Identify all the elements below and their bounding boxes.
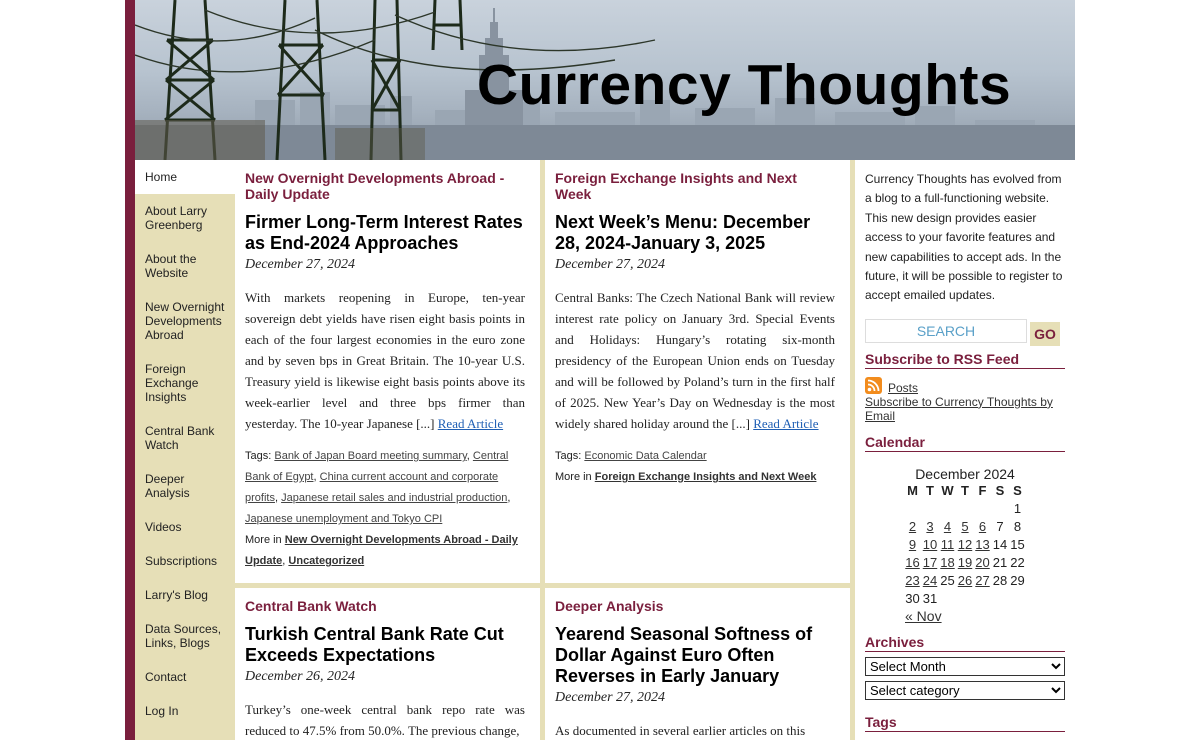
rss-feed-icon-graphic bbox=[865, 377, 882, 394]
tags-widget-title: Tags bbox=[865, 714, 1065, 732]
tags-label: Tags: bbox=[555, 450, 582, 462]
more-category-link[interactable]: Foreign Exchange Insights and Next Week bbox=[594, 471, 817, 483]
more-category-link[interactable]: Uncategorized bbox=[288, 555, 365, 567]
nav-item-log-in[interactable]: Log In bbox=[145, 704, 179, 718]
nav-item-about-website[interactable]: About the Website bbox=[145, 252, 197, 280]
site-header bbox=[135, 0, 1075, 160]
read-article-link[interactable]: Read Article bbox=[437, 416, 504, 431]
article-excerpt bbox=[555, 287, 835, 434]
search-form bbox=[865, 319, 1065, 345]
article-more-in: More in New Overnight Developments Abroad - Daily Update, Uncategorized bbox=[245, 534, 518, 567]
calendar-day: 8 bbox=[1013, 519, 1022, 535]
calendar-day bbox=[921, 518, 939, 536]
calendar-empty-cell bbox=[939, 590, 957, 608]
weekday-header: S bbox=[995, 483, 1005, 499]
calendar-empty-cell bbox=[921, 500, 939, 518]
calendar-day-link[interactable]: 20 bbox=[975, 555, 990, 571]
calendar-day bbox=[974, 554, 992, 572]
article-card bbox=[235, 588, 540, 740]
calendar-day bbox=[904, 518, 922, 536]
calendar-day bbox=[939, 518, 957, 536]
rss-widget bbox=[865, 377, 1065, 423]
calendar-day-link[interactable]: 23 bbox=[905, 573, 920, 589]
calendar-table bbox=[904, 482, 1027, 608]
calendar-day: 30 bbox=[905, 591, 920, 607]
calendar-day bbox=[974, 572, 992, 590]
calendar-day-link[interactable]: 3 bbox=[926, 519, 934, 535]
article-card bbox=[545, 160, 850, 583]
tags-label: Tags: bbox=[245, 450, 272, 462]
weekday-header: M bbox=[907, 483, 918, 499]
calendar-empty-cell bbox=[991, 590, 1009, 608]
calendar-day bbox=[956, 536, 974, 554]
article-title[interactable]: Next Week’s Menu: December 28, 2024-January 3, 2025 bbox=[555, 212, 811, 253]
calendar-month: December 2024 bbox=[915, 465, 1015, 482]
article-category[interactable]: Deeper Analysis bbox=[555, 598, 664, 614]
rss-feed-icon[interactable] bbox=[865, 377, 882, 394]
calendar-day-link[interactable]: 27 bbox=[975, 573, 990, 589]
calendar-empty-cell bbox=[956, 590, 974, 608]
archives-month-select[interactable] bbox=[865, 657, 1065, 676]
article-title[interactable]: Firmer Long-Term Interest Rates as End-2024 Approaches bbox=[245, 212, 523, 253]
calendar-prev-link[interactable]: « Nov bbox=[905, 607, 942, 624]
calendar-week-row bbox=[904, 500, 1027, 518]
main-nav bbox=[135, 160, 235, 740]
calendar-day-link[interactable]: 2 bbox=[908, 519, 917, 535]
nav-item-central-bank-watch[interactable]: Central Bank Watch bbox=[145, 424, 215, 452]
search-go-button[interactable]: GO bbox=[1030, 322, 1060, 346]
nav-item-overnight-developments[interactable]: New Overnight Developments Abroad bbox=[145, 300, 225, 342]
calendar-day bbox=[939, 536, 957, 554]
article-title[interactable]: Turkish Central Bank Rate Cut Exceeds Expectations bbox=[245, 624, 504, 665]
calendar-day: 31 bbox=[922, 591, 938, 607]
category-select-row bbox=[865, 681, 1065, 700]
article-excerpt-text: With markets reopening in Europe, ten-year sovereign debt yields have risen eight basis points in each of the four largest economies in the euro zone and by seven bps in Great Britain. The 10-year U.S. Treasury yield is likewise eight basis points above its week-earlier level and three bps firmer than yesterday. The 10-year Japanese [...] bbox=[245, 290, 525, 431]
article-card bbox=[235, 160, 540, 583]
calendar-day-link[interactable]: 18 bbox=[940, 555, 955, 571]
rss-posts-row bbox=[865, 377, 1065, 395]
nav-item-larrys-blog[interactable]: Larry's Blog bbox=[145, 588, 208, 602]
calendar-day bbox=[939, 554, 957, 572]
left-accent-bar bbox=[125, 0, 135, 740]
calendar-day-link[interactable]: 16 bbox=[905, 555, 920, 571]
calendar-day-link[interactable]: 26 bbox=[957, 573, 973, 589]
calendar-widget-title: Calendar bbox=[865, 434, 1065, 452]
article-title[interactable]: Yearend Seasonal Softness of Dollar Against Euro Often Reverses in Early January bbox=[555, 624, 813, 686]
calendar-day bbox=[956, 554, 974, 572]
article-date: December 27, 2024 bbox=[245, 257, 356, 272]
calendar-day: 25 bbox=[940, 573, 955, 589]
calendar-day-link[interactable]: 13 bbox=[975, 537, 990, 553]
calendar-day-link[interactable]: 5 bbox=[961, 519, 969, 535]
archives-select-row bbox=[865, 657, 1065, 676]
site-title[interactable]: Currency Thoughts bbox=[477, 53, 1012, 117]
calendar-week-row bbox=[904, 590, 1027, 608]
search-input[interactable]: SEARCH bbox=[865, 319, 1027, 343]
calendar-day bbox=[904, 536, 922, 554]
calendar-day: 1 bbox=[1013, 501, 1022, 517]
calendar-week-row bbox=[904, 518, 1027, 536]
article-category[interactable]: Central Bank Watch bbox=[245, 598, 377, 614]
calendar-empty-cell bbox=[974, 500, 992, 518]
calendar-day-link[interactable]: 10 bbox=[922, 537, 938, 553]
calendar-day bbox=[904, 572, 922, 590]
calendar-widget bbox=[865, 466, 1065, 624]
calendar-empty-cell bbox=[1009, 590, 1027, 608]
weekday-header: F bbox=[978, 483, 987, 499]
article-card bbox=[545, 588, 850, 740]
article-date: December 27, 2024 bbox=[555, 690, 666, 705]
about-text: Currency Thoughts has evolved from a blog to a full-functioning website. This new design provides easier access to your favorite features and new capabilities to accept ads. In the future, it will be possible to register to accept emailed updates. bbox=[865, 172, 1063, 303]
article-excerpt bbox=[245, 287, 525, 434]
calendar-empty-cell bbox=[904, 500, 922, 518]
weekday-header: T bbox=[926, 483, 934, 499]
weekday-header: T bbox=[961, 483, 969, 499]
weekday-header: S bbox=[1013, 483, 1022, 499]
calendar-prev-row bbox=[865, 608, 1065, 624]
nav-item-videos[interactable]: Videos bbox=[145, 520, 182, 534]
calendar-day bbox=[904, 554, 922, 572]
tag-link[interactable]: Economic Data Calendar bbox=[584, 450, 707, 462]
calendar-day bbox=[974, 518, 992, 536]
nav-item-subscriptions[interactable]: Subscriptions bbox=[145, 554, 218, 568]
more-label: More in bbox=[245, 534, 282, 546]
tag-link[interactable]: Japanese retail sales and industrial production bbox=[281, 492, 508, 504]
calendar-day-link[interactable]: 4 bbox=[943, 519, 952, 535]
archives-widget-title: Archives bbox=[865, 634, 1065, 652]
more-category-link[interactable]: New Overnight Developments Abroad - Daily Update bbox=[245, 534, 518, 567]
article-tags bbox=[555, 446, 835, 467]
calendar-day-link[interactable]: 17 bbox=[922, 555, 938, 571]
calendar-day bbox=[956, 572, 974, 590]
nav-item-home[interactable]: Home bbox=[135, 160, 235, 194]
calendar-day-link[interactable]: 19 bbox=[957, 555, 973, 571]
calendar-empty-cell bbox=[974, 590, 992, 608]
calendar-day bbox=[921, 572, 939, 590]
article-excerpt-text: Central Banks: The Czech National Bank will review interest rate policy on January 3rd. Special Events and Holidays: Hungary’s rotating six-month presidency of the European Union ends on Tuesday and will be followed by Poland’s turn in the first half of 2025. New Year’s Day on Wednesday is the most widely shared holiday around the [...] bbox=[555, 290, 835, 431]
rss-widget-title: Subscribe to RSS Feed bbox=[865, 351, 1065, 369]
calendar-day bbox=[956, 518, 974, 536]
weekday-header: W bbox=[941, 483, 954, 499]
nav-item-about-larry[interactable]: About Larry Greenberg bbox=[145, 204, 208, 232]
nav-item-contact[interactable]: Contact bbox=[145, 670, 187, 684]
calendar-week-row bbox=[904, 536, 1027, 554]
tag-link[interactable]: Bank of Japan Board meeting summary bbox=[274, 450, 467, 462]
more-label: More in bbox=[555, 471, 592, 483]
calendar-day-link[interactable]: 9 bbox=[908, 537, 917, 553]
calendar-day-link[interactable]: 12 bbox=[957, 537, 973, 553]
tag-link[interactable]: China current account and corporate profits bbox=[245, 471, 499, 504]
nav-item-data-sources[interactable]: Data Sources, Links, Blogs bbox=[145, 622, 222, 650]
article-more-in bbox=[555, 467, 835, 488]
read-article-link[interactable]: Read Article bbox=[753, 416, 819, 431]
calendar-day: 28 bbox=[992, 573, 1008, 589]
sidebar bbox=[855, 160, 1075, 740]
tag-link[interactable]: Japanese unemployment and Tokyo CPI bbox=[245, 513, 443, 525]
calendar-day-link[interactable]: 11 bbox=[940, 537, 955, 553]
calendar-day: 21 bbox=[992, 555, 1008, 571]
calendar-empty-cell bbox=[956, 500, 974, 518]
calendar-day: 29 bbox=[1010, 573, 1025, 589]
article-category[interactable]: Foreign Exchange Insights and Next Week bbox=[555, 170, 797, 202]
article-date: December 26, 2024 bbox=[245, 669, 356, 684]
page bbox=[125, 0, 1075, 740]
calendar-empty-cell bbox=[991, 500, 1009, 518]
article-category[interactable]: New Overnight Developments Abroad - Daily Update bbox=[245, 170, 505, 202]
calendar-day: 15 bbox=[1010, 537, 1025, 553]
calendar-day: 7 bbox=[996, 519, 1004, 535]
calendar-day bbox=[921, 536, 939, 554]
calendar-day bbox=[974, 536, 992, 554]
nav-item-fx-insights[interactable]: Foreign Exchange Insights bbox=[145, 362, 199, 404]
calendar-week-row bbox=[904, 572, 1027, 590]
calendar-day: 14 bbox=[992, 537, 1008, 553]
calendar-days bbox=[904, 500, 1027, 608]
category-select[interactable] bbox=[865, 681, 1065, 700]
article-tags: Tags: Bank of Japan Board meeting summary, Central Bank of Egypt, China current account and corporate profits, Japanese retail sales and industrial production, Japanese unemployment and Tokyo CPI bbox=[245, 450, 511, 525]
article-date: December 27, 2024 bbox=[555, 257, 666, 272]
calendar-day bbox=[921, 554, 939, 572]
nav-item-deeper-analysis[interactable]: Deeper Analysis bbox=[145, 472, 190, 500]
calendar-week-row bbox=[904, 554, 1027, 572]
subscribe-email-link[interactable]: Subscribe to Currency Thoughts by Email bbox=[865, 394, 1053, 423]
calendar-empty-cell bbox=[939, 500, 957, 518]
calendar-day-link[interactable]: 24 bbox=[922, 573, 938, 589]
tag-link[interactable]: Central Bank of Egypt bbox=[245, 450, 509, 483]
rss-posts-link[interactable]: Posts bbox=[888, 380, 919, 395]
calendar-day: 22 bbox=[1010, 555, 1025, 571]
article-excerpt: As documented in several earlier articles on this bbox=[555, 723, 806, 738]
article-excerpt: Turkey’s one-week central bank repo rate was reduced to 47.5% from 50.0%. The previous change, bbox=[245, 702, 525, 738]
calendar-day-link[interactable]: 6 bbox=[978, 519, 987, 535]
